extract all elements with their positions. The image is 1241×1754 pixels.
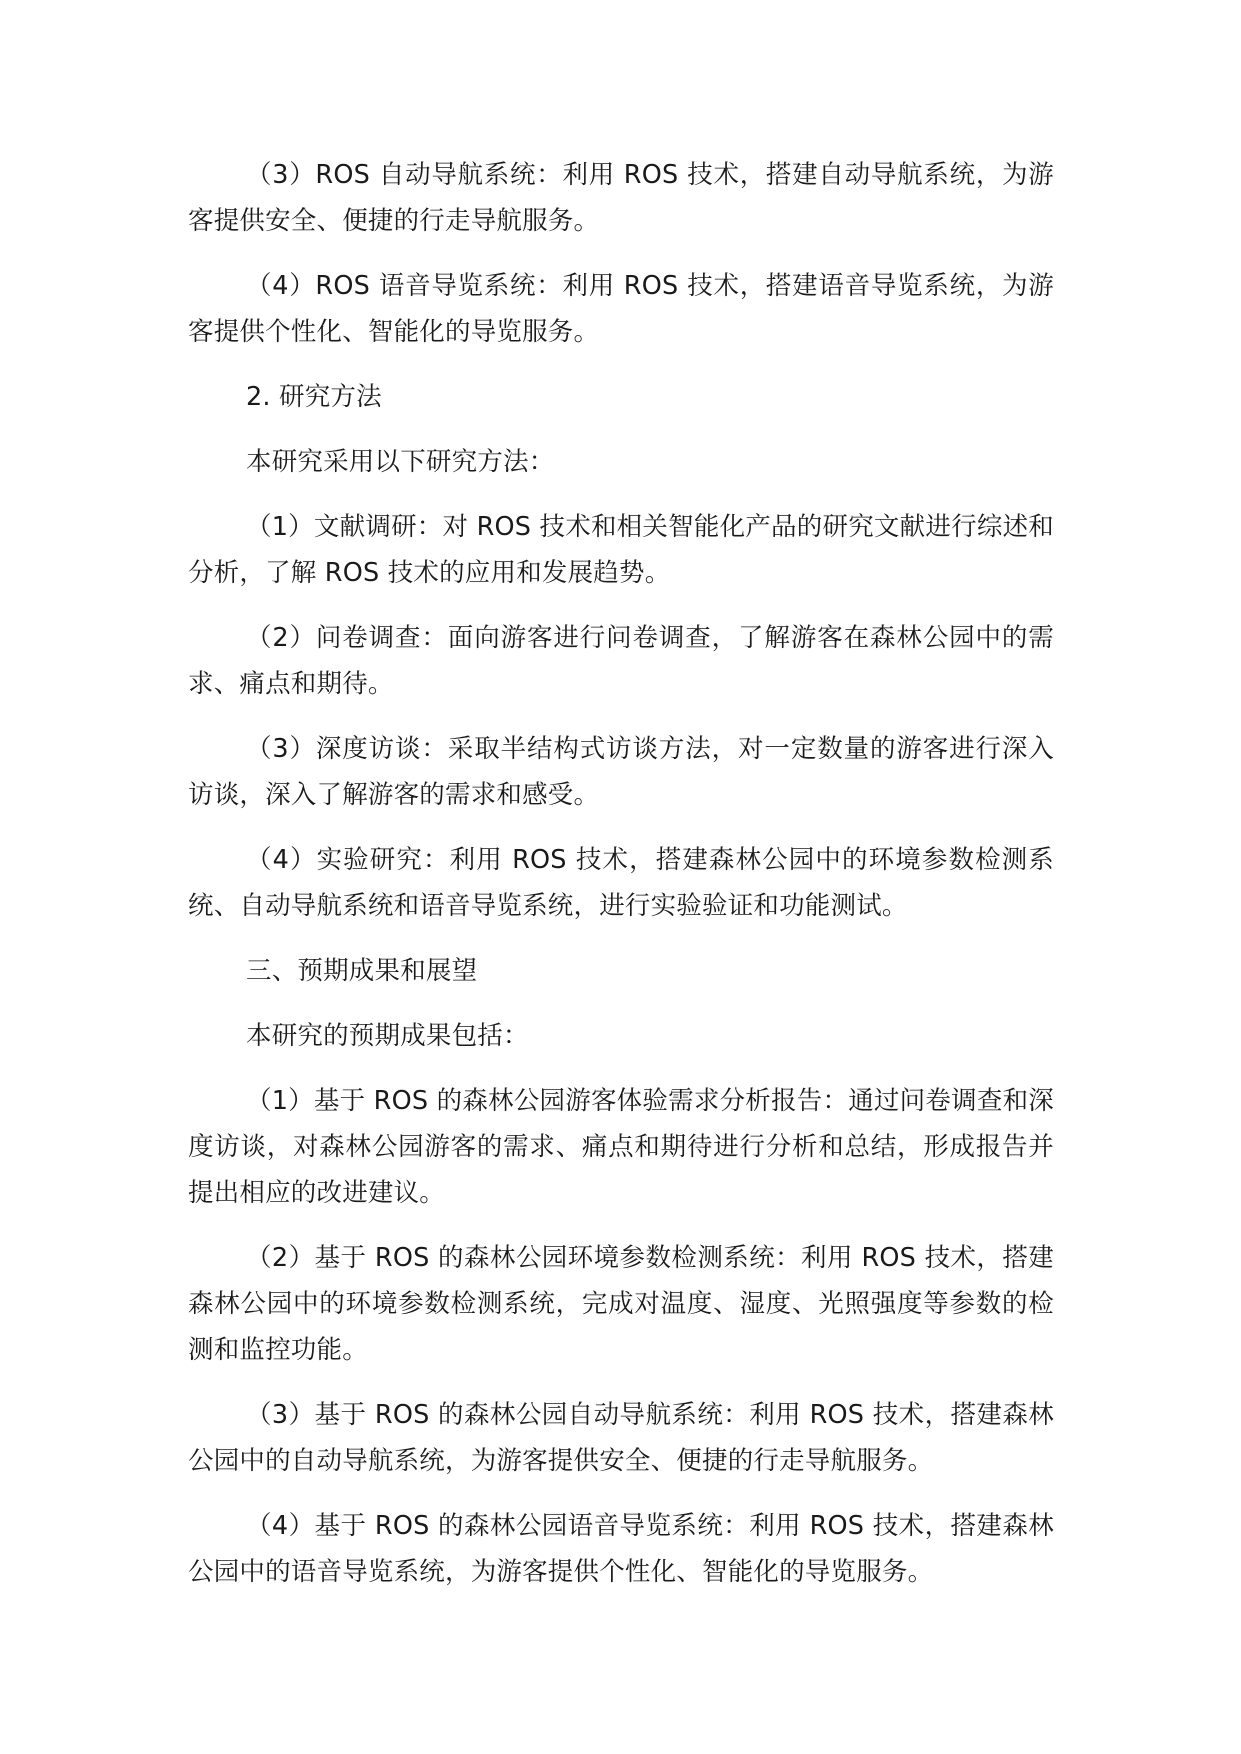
paragraph-method-experiment: （4）实验研究：利用 ROS 技术，搭建森林公园中的环境参数检测系统、自动导航系统和语音导览系统，进行实验验证和功能测试。 <box>188 845 1054 921</box>
paragraph-method-literature: （1）文献调研：对 ROS 技术和相关智能化产品的研究文献进行综述和分析，了解 ROS 技术的应用和发展趋势。 <box>188 512 1054 588</box>
paragraph-result-auto-navigation: （3）基于 ROS 的森林公园自动导航系统：利用 ROS 技术，搭建森林公园中的自动导航系统，为游客提供安全、便捷的行走导航服务。 <box>188 1400 1054 1476</box>
paragraph-ros-voice-guide: （4）ROS 语音导览系统：利用 ROS 技术，搭建语音导览系统，为游客提供个性化、智能化的导览服务。 <box>188 271 1054 347</box>
paragraph-ros-auto-navigation: （3）ROS 自动导航系统：利用 ROS 技术，搭建自动导航系统，为游客提供安全、便捷的行走导航服务。 <box>188 160 1054 236</box>
section-heading-research-methods: 2. 研究方法 <box>246 382 382 412</box>
paragraph-method-questionnaire: （2）问卷调查：面向游客进行问卷调查，了解游客在森林公园中的需求、痛点和期待。 <box>188 623 1054 699</box>
section-heading-expected-results: 三、预期成果和展望 <box>246 956 478 986</box>
paragraph-method-interview: （3）深度访谈：采取半结构式访谈方法，对一定数量的游客进行深入访谈，深入了解游客的需求和感受。 <box>188 734 1054 810</box>
paragraph-result-voice-guide: （4）基于 ROS 的森林公园语音导览系统：利用 ROS 技术，搭建森林公园中的语音导览系统，为游客提供个性化、智能化的导览服务。 <box>188 1511 1054 1587</box>
document-body <box>188 152 1054 1614</box>
paragraph-results-intro: 本研究的预期成果包括： <box>246 1021 529 1051</box>
paragraph-methods-intro: 本研究采用以下研究方法： <box>246 447 555 477</box>
paragraph-result-env-detection: （2）基于 ROS 的森林公园环境参数检测系统：利用 ROS 技术，搭建森林公园中的环境参数检测系统，完成对温度、湿度、光照强度等参数的检测和监控功能。 <box>188 1243 1054 1365</box>
paragraph-result-report: （1）基于 ROS 的森林公园游客体验需求分析报告：通过问卷调查和深度访谈，对森林公园游客的需求、痛点和期待进行分析和总结，形成报告并提出相应的改进建议。 <box>188 1086 1054 1208</box>
